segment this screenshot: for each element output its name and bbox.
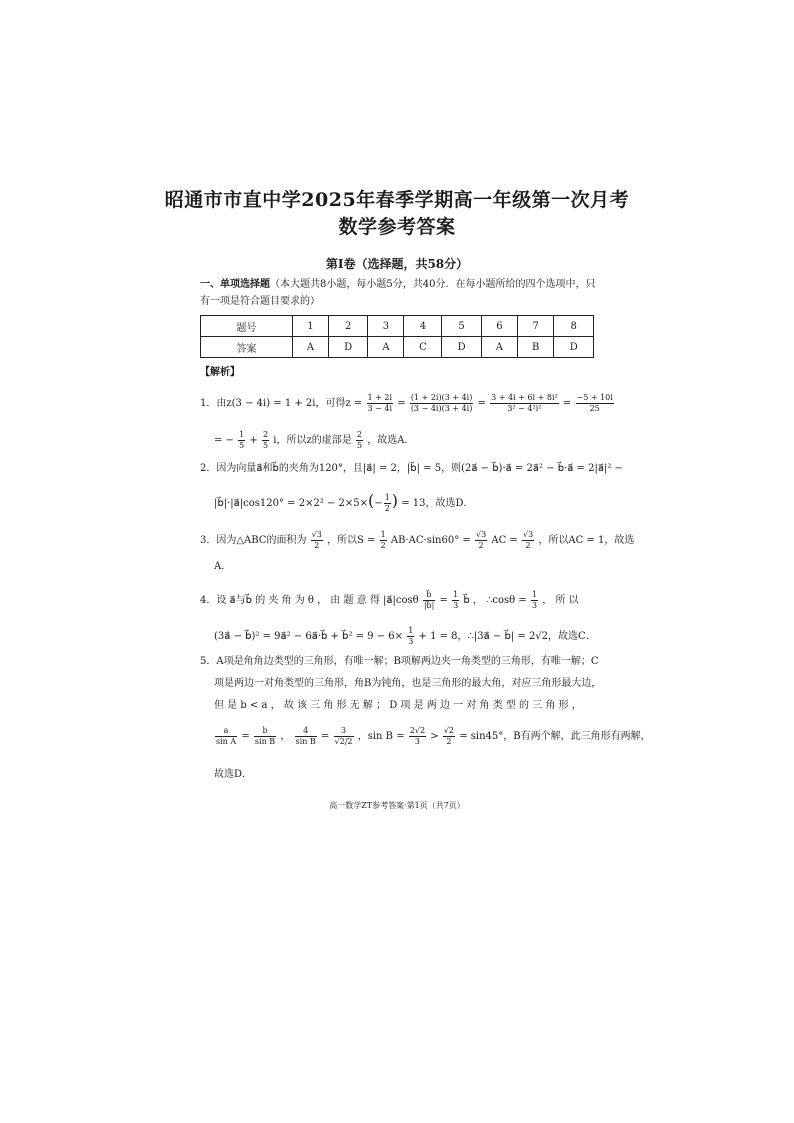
text: ， 所 以 (542, 595, 579, 606)
q1-line1 (200, 393, 615, 414)
table-cell: C (404, 337, 442, 358)
numerator: √3 (311, 530, 322, 539)
table-cell: B (517, 337, 554, 358)
denominator: 2 (314, 541, 320, 550)
table-cell: 7 (517, 316, 554, 337)
table-header-cell: 题号 (201, 316, 293, 337)
section-instructions (200, 278, 595, 292)
table-cell: A (292, 337, 328, 358)
table-cell: 5 (442, 316, 482, 337)
table-cell: A (368, 337, 404, 358)
numerator: √2 (443, 726, 454, 735)
q5-line2: 项是两边一对角类型的三角形，角B为钝角，也是三角形的最大角，对应三角形最大边， (214, 678, 602, 689)
fraction (311, 530, 323, 551)
table-row (201, 337, 594, 358)
table-row (201, 316, 594, 337)
text: = (320, 731, 330, 742)
numerator: 1 (408, 626, 414, 635)
q1-line2 (214, 430, 414, 451)
fraction (576, 393, 614, 414)
numerator: 3 (334, 726, 354, 737)
denominator: 3 (408, 637, 414, 646)
denominator: sin A (216, 737, 237, 746)
denominator: sin B (295, 737, 316, 746)
numerator: 2√2 (409, 726, 426, 735)
document-title-line1: 昭通市市直中学2025年春季学期高一年级第一次月考 (164, 189, 630, 211)
part-label: 一、单项选择题 (200, 279, 270, 290)
numerator: 3 + 4i + 6i + 8i² (491, 393, 558, 402)
fraction (423, 590, 435, 611)
fraction (531, 590, 538, 611)
table-cell: 8 (554, 316, 594, 337)
denominator: 2 (478, 541, 484, 550)
denominator: 25 (589, 404, 600, 413)
text: (3a⃗ − b⃗)² = 9a⃗² − 6a⃗·b⃗ + b⃗² = 9 − 6× (214, 631, 404, 642)
denominator: 3 (531, 601, 538, 610)
fraction (522, 530, 534, 551)
q5-line4 (214, 726, 651, 747)
q4-line2 (214, 626, 596, 647)
numerator: 1 (384, 493, 390, 502)
q3-line1 (200, 530, 634, 551)
fraction (295, 726, 317, 747)
q5-line3: 但 是 b < a ， 故 该 三 角 形 无 解 ； D 项 是 两 边 一 对 角 类 型 的 三 角 形 ， (214, 700, 582, 711)
fraction (407, 626, 414, 647)
table-cell: D (554, 337, 594, 358)
numerator: −5 + 10i (576, 393, 613, 402)
text: ，所以AC = 1，故选 (538, 535, 635, 546)
numerator: a (215, 726, 237, 737)
denominator: 2 (384, 504, 390, 513)
paren: ) (391, 491, 399, 510)
text: ，sin B = (357, 731, 405, 742)
text: b⃗ ， ∴cosθ = (463, 595, 527, 606)
fraction (452, 590, 459, 611)
answer-table (200, 315, 594, 358)
fraction (254, 726, 276, 747)
text: = (241, 731, 250, 742)
text: + (249, 435, 258, 446)
text: ，所以S = (327, 535, 376, 546)
text: 4．设 a⃗与b⃗ 的 夹 角 为 θ ， 由 题 意 得 |a⃗|cosθ (200, 595, 419, 606)
fraction (490, 393, 559, 414)
fraction (410, 393, 474, 414)
text: − (374, 498, 383, 509)
denominator: 3 (414, 737, 420, 746)
denominator: (3 − 4i)(3 + 4i) (410, 404, 473, 413)
part-description-continued: 有一项是符合题目要求的） (200, 296, 320, 307)
analysis-label: 【解析】 (200, 367, 240, 378)
table-cell: D (328, 337, 368, 358)
text: AC = (491, 535, 518, 546)
document-title-line2: 数学参考答案 (338, 216, 456, 238)
numerator: √3 (475, 530, 487, 539)
table-cell: 1 (292, 316, 328, 337)
fraction (215, 726, 237, 747)
text: |b⃗|·|a⃗|cos120° = 2×2² − 2×5× (214, 498, 369, 509)
fraction (443, 726, 455, 747)
fraction (334, 726, 354, 747)
fraction (409, 726, 426, 747)
numerator: 1 + 2i (367, 393, 393, 402)
denominator: 5 (239, 441, 245, 450)
fraction (238, 430, 245, 451)
equals: = (397, 398, 406, 409)
denominator: 2 (525, 541, 531, 550)
table-cell: 6 (481, 316, 517, 337)
table-cell: D (442, 337, 482, 358)
volume-heading: 第Ⅰ卷（选择题，共58分） (325, 257, 469, 271)
text: ， (280, 731, 291, 742)
text: 3．因为△ABC的面积为 (200, 535, 307, 546)
denominator: sin B (254, 737, 276, 746)
text: = 13，故选D． (401, 498, 474, 509)
fraction (380, 530, 387, 551)
q2-line2 (214, 493, 474, 514)
numerator: b⃗ (423, 590, 435, 601)
fraction (384, 493, 391, 514)
q2-line1: 2．因为向量a⃗和b⃗的夹角为120°，且|a⃗| = 2，|b⃗| = 5，则(2a⃗ − b⃗)·a⃗ = 2a⃗² − b⃗·a⃗ = 2|a⃗|² − (200, 463, 623, 474)
fraction (262, 430, 269, 451)
page-footer: 高一数学ZT参考答案·第1页（共7页） (329, 801, 465, 810)
q3-line2: A． (214, 561, 232, 572)
denominator: 3² − 4²i² (507, 404, 542, 413)
denominator: 2 (380, 541, 386, 550)
numerator: 1 (380, 530, 386, 539)
text: = sin45°，B有两个解，此三角形有两解， (459, 731, 651, 742)
denominator: |b⃗| (423, 601, 435, 610)
numerator: 1 (531, 590, 538, 599)
table-cell: 3 (368, 316, 404, 337)
q4-line1 (200, 590, 579, 611)
table-cell: 2 (328, 316, 368, 337)
equals: = (562, 398, 572, 409)
text: + 1 = 8，∴|3a⃗ − b⃗| = 2√2，故选C． (418, 631, 596, 642)
equals: = (477, 398, 486, 409)
fraction (367, 393, 394, 414)
numerator: √3 (522, 530, 534, 539)
numerator: 1 (239, 430, 245, 439)
table-cell: A (481, 337, 517, 358)
text: i，所以z的虚部是 (273, 435, 352, 446)
numerator: 2 (356, 430, 363, 439)
text: = (439, 595, 448, 606)
denominator: 5 (356, 441, 363, 450)
denominator: 2 (446, 737, 452, 746)
text: = − (214, 435, 234, 446)
numerator: b (254, 726, 276, 737)
numerator: 4 (295, 726, 317, 737)
table-header-cell: 答案 (201, 337, 293, 358)
denominator: 3 − 4i (367, 404, 393, 413)
text: ，故选A． (367, 435, 415, 446)
table-cell: 4 (404, 316, 442, 337)
q5-line1: 5．A项是角角边类型的三角形，有唯一解；B项解两边夹一角类型的三角形，有唯一解；C (200, 656, 599, 667)
numerator: 1 (453, 590, 459, 599)
part-description: （本大题共8小题，每小题5分，共40分．在每小题所给的四个选项中，只 (270, 279, 596, 290)
q5-line5: 故选D． (214, 769, 253, 780)
denominator: 5 (262, 441, 269, 450)
fraction (356, 430, 363, 451)
text: > (430, 731, 439, 742)
denominator: √2/2 (334, 737, 353, 746)
fraction (475, 530, 487, 551)
denominator: 3 (453, 601, 459, 610)
numerator: 2 (262, 430, 269, 439)
q1-text: 1．由z(3 − 4i) = 1 + 2i，可得z = (200, 398, 363, 409)
paren: ( (368, 491, 375, 510)
text: AB·AC·sin60° = (390, 535, 471, 546)
numerator: (1 + 2i)(3 + 4i) (410, 393, 473, 402)
